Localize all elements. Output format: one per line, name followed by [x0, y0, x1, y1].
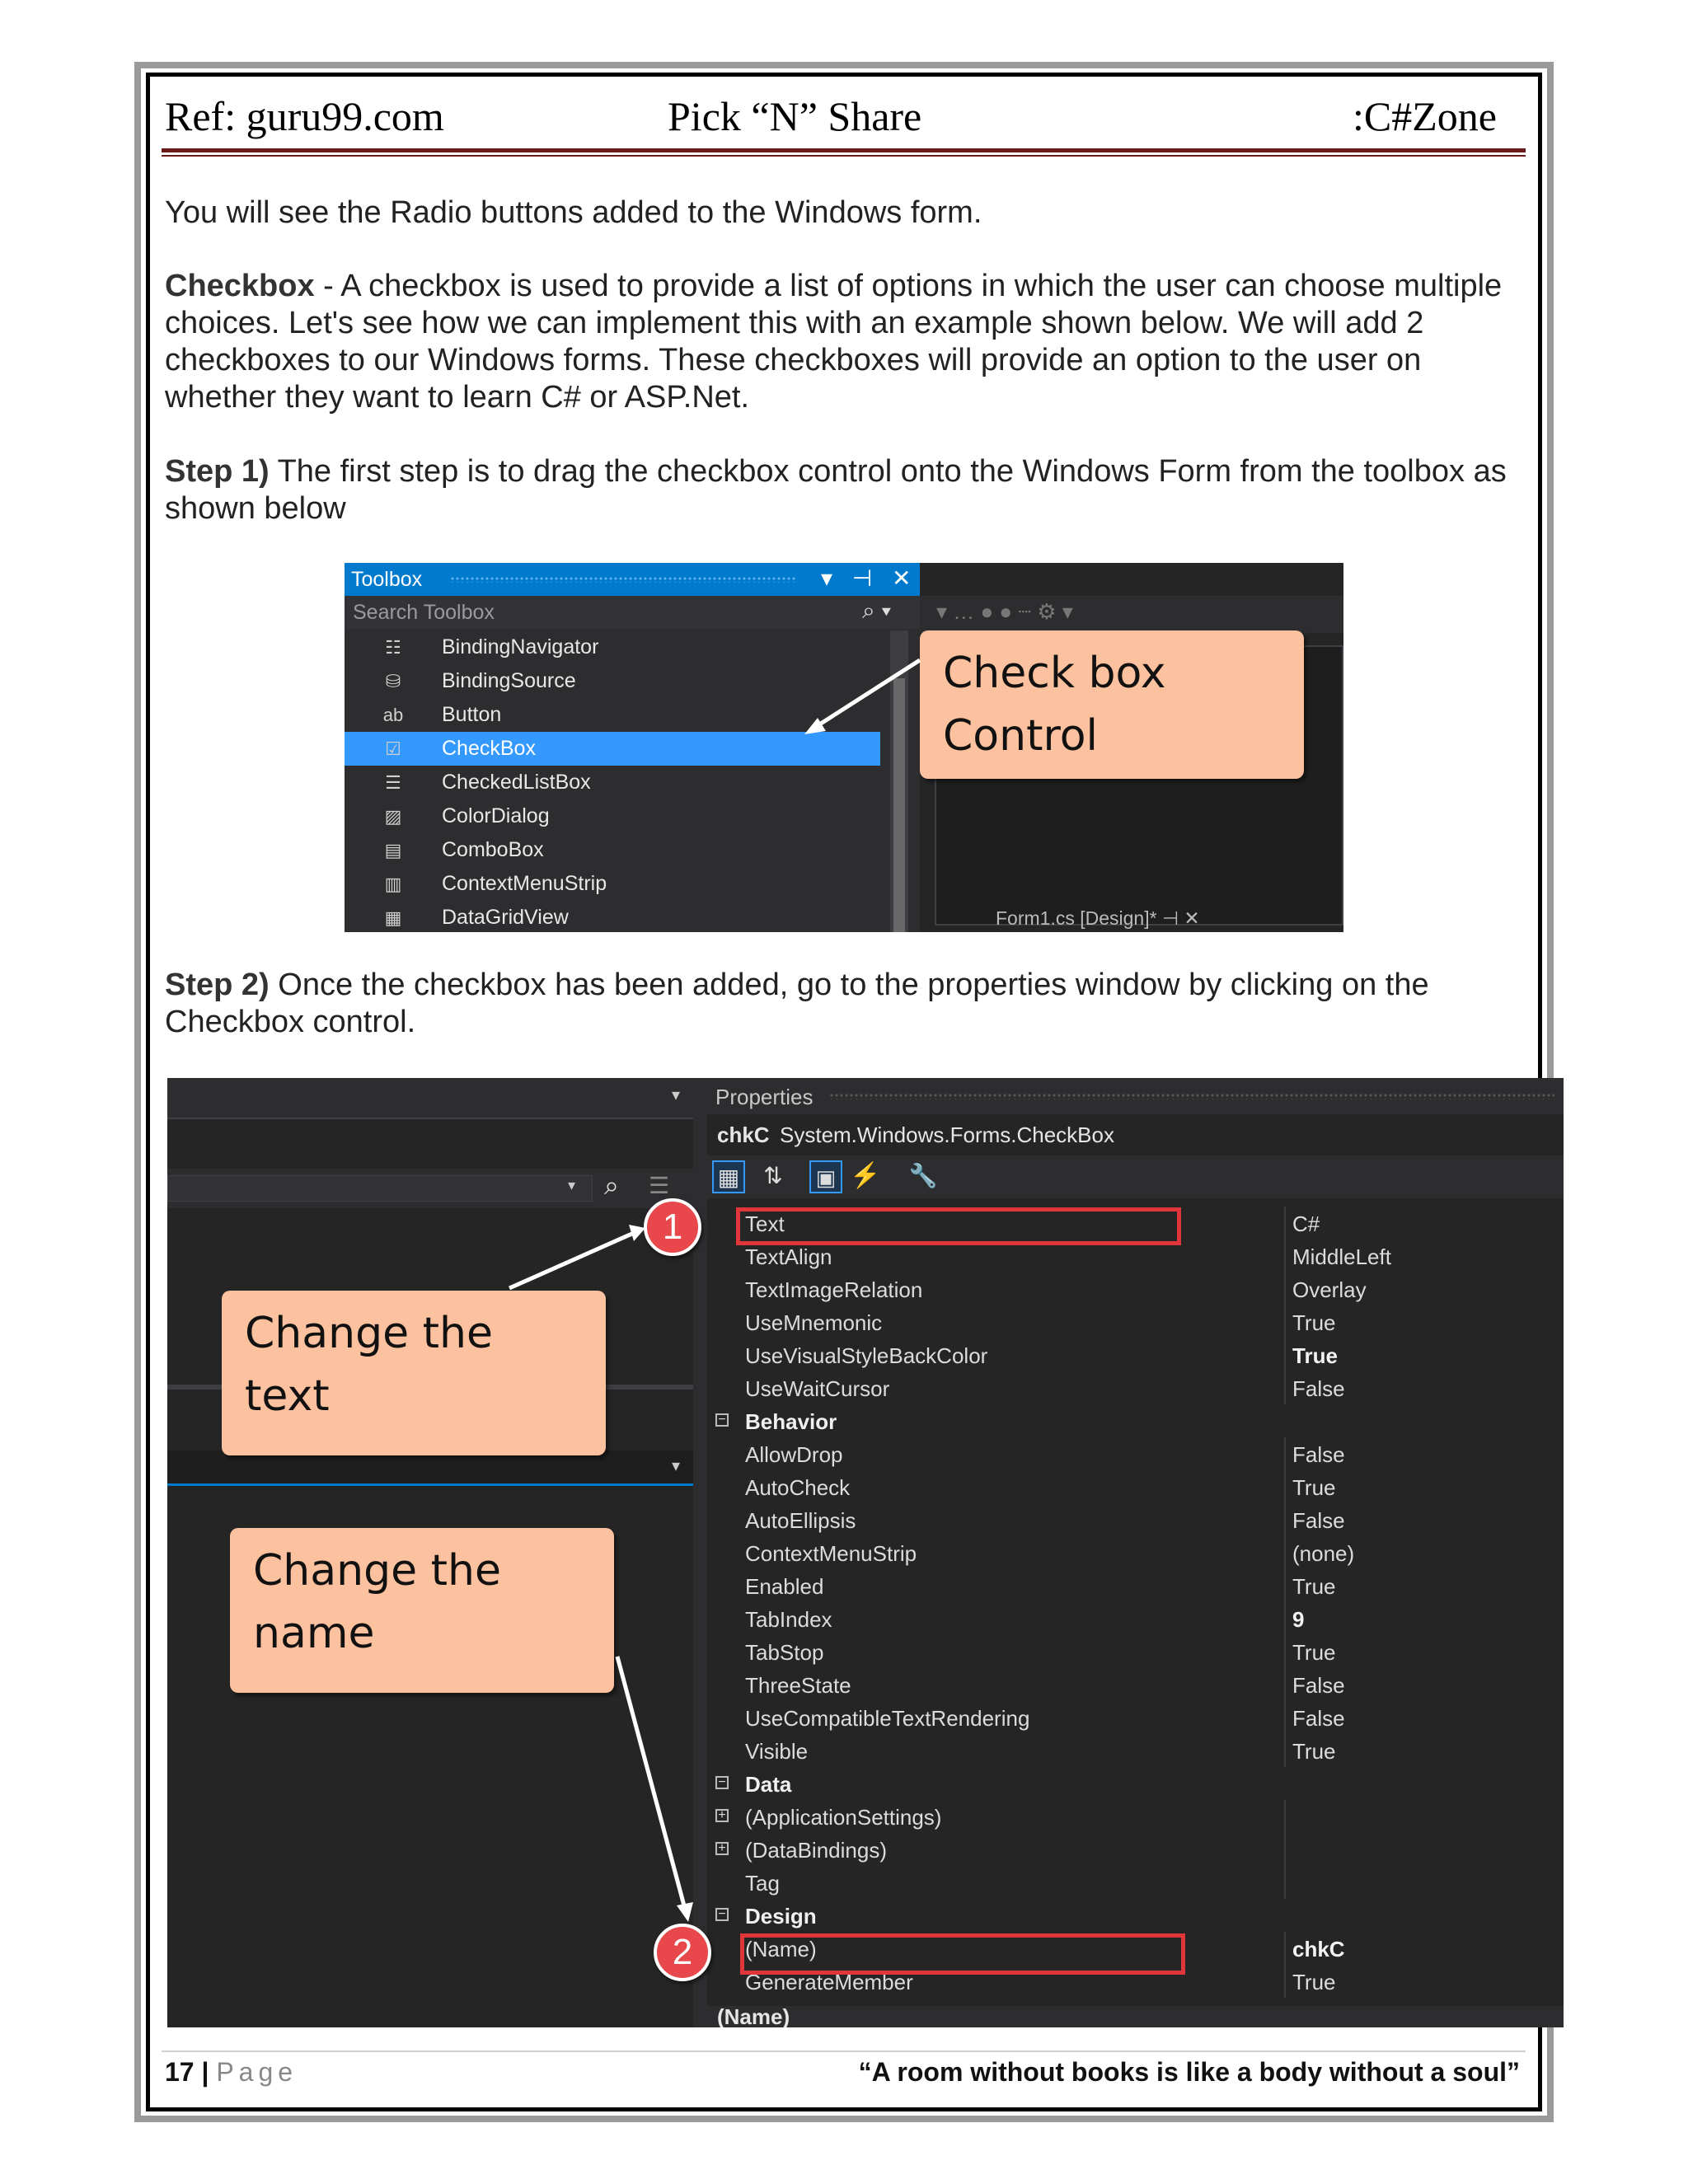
- property-name: TabIndex: [745, 1607, 832, 1632]
- property-value[interactable]: True: [1292, 1739, 1336, 1764]
- toolbox-item-label: Button: [442, 703, 502, 726]
- property-value[interactable]: False: [1292, 1442, 1345, 1467]
- property-name: TextAlign: [745, 1244, 832, 1269]
- step1-paragraph: [165, 453, 1517, 527]
- property-name: TabStop: [745, 1640, 824, 1665]
- callout-arrow-1: [345, 563, 1343, 932]
- properties-icon[interactable]: ▣: [809, 1160, 842, 1193]
- toolbox-item-label: CheckedListBox: [442, 771, 591, 794]
- toolbox-item-label: ColorDialog: [442, 804, 550, 827]
- header-rule: [162, 148, 1526, 152]
- collapse-icon[interactable]: −: [715, 1908, 729, 1921]
- toolbox-item-icon: ▥: [384, 874, 402, 894]
- property-value[interactable]: False: [1292, 1673, 1345, 1698]
- toolbox-item-label: ContextMenuStrip: [442, 872, 607, 895]
- toolbox-item-icon: ▤: [384, 840, 402, 860]
- toolbox-screenshot: [345, 563, 1343, 932]
- footer-quote: “A room without books is like a body without a soul”: [858, 2057, 1520, 2087]
- property-value[interactable]: Overlay: [1292, 1277, 1367, 1302]
- description-title: (Name): [717, 2004, 790, 2027]
- toolbox-item-label: DataGridView: [442, 906, 569, 929]
- property-value[interactable]: False: [1292, 1508, 1345, 1533]
- property-value[interactable]: chkC: [1292, 1937, 1345, 1961]
- step2-description: Once the checkbox has been added, go to the properties window by clicking on the Checkbox control.: [165, 968, 1429, 1039]
- page-separator: |: [201, 2057, 209, 2087]
- events-icon[interactable]: ⚡: [850, 1162, 881, 1189]
- search-placeholder[interactable]: Search Toolbox: [353, 601, 495, 624]
- property-value[interactable]: MiddleLeft: [1292, 1244, 1391, 1269]
- search-icon[interactable]: ⌕ ▾: [862, 598, 892, 623]
- property-name: (Name): [745, 1937, 817, 1961]
- step2-term: Step 2): [165, 968, 270, 1002]
- checkbox-term: Checkbox: [165, 269, 315, 303]
- toolbox-window-controls[interactable]: ▾ ⊣ ✕: [821, 565, 918, 591]
- intro-paragraph: You will see the Radio buttons added to the Windows form.: [165, 195, 982, 230]
- properties-title: Properties: [715, 1085, 814, 1109]
- step-badge-1: 1: [644, 1198, 701, 1256]
- dropdown-arrow-icon-2[interactable]: ▾: [672, 1457, 681, 1475]
- step1-term: Step 1): [165, 454, 270, 489]
- design-tab[interactable]: Form1.cs [Design]* ⊣ ✕: [996, 907, 1200, 929]
- toolbox-item-label: CheckBox: [442, 737, 536, 760]
- property-name: Visible: [745, 1739, 809, 1764]
- toolbox-item-icon: ▨: [384, 806, 402, 827]
- property-name: ContextMenuStrip: [745, 1541, 917, 1566]
- callout-change-name: Change the name: [230, 1528, 614, 1693]
- toolbox-item-icon: ⛁: [385, 671, 401, 691]
- property-name: Design: [745, 1904, 817, 1929]
- property-value[interactable]: False: [1292, 1706, 1345, 1731]
- toolbox-item-icon: ☷: [385, 637, 401, 658]
- toolbox-item-icon: ☰: [385, 772, 401, 793]
- object-type[interactable]: System.Windows.Forms.CheckBox: [780, 1122, 1114, 1147]
- property-value[interactable]: True: [1292, 1574, 1336, 1599]
- property-name: Behavior: [745, 1409, 837, 1434]
- object-name[interactable]: chkC: [717, 1122, 770, 1147]
- property-pages-icon[interactable]: 🔧: [908, 1163, 938, 1188]
- property-value[interactable]: True: [1292, 1343, 1338, 1368]
- header-zone: :C#Zone: [1353, 93, 1497, 139]
- property-name: (DataBindings): [745, 1838, 887, 1863]
- step-badge-2: 2: [654, 1924, 711, 1981]
- toolbox-item-label: ComboBox: [442, 838, 544, 861]
- property-name: TextImageRelation: [745, 1277, 923, 1302]
- toolbox-item-icon: ab: [382, 705, 404, 725]
- header-ref: Ref: guru99.com: [165, 93, 444, 139]
- property-name: GenerateMember: [745, 1970, 913, 1994]
- property-name: Tag: [745, 1871, 780, 1896]
- property-value[interactable]: True: [1292, 1970, 1336, 1994]
- search-icon[interactable]: ⌕: [604, 1170, 619, 1200]
- property-name: Enabled: [745, 1574, 824, 1599]
- collapse-icon[interactable]: −: [715, 1776, 729, 1789]
- checkbox-paragraph: [165, 268, 1517, 416]
- header-title: Pick “N” Share: [668, 93, 922, 139]
- page-word: Page: [216, 2057, 298, 2087]
- checkbox-description: - A checkbox is used to provide a list of options in which the user can choose multiple choices. Let's see how we can implement this with an example shown below. We will add 2 checkboxes to our Windows forms. These checkboxes will provide an option to the user on whether they want to learn C# or ASP.Net.: [165, 269, 1503, 415]
- property-name: UseMnemonic: [745, 1310, 883, 1335]
- property-name: Data: [745, 1772, 792, 1797]
- footer-rule: [162, 2050, 1526, 2052]
- property-name: UseWaitCursor: [745, 1376, 890, 1401]
- designer-toolbar-icons[interactable]: ▾ … ● ● ┈ ⚙ ▾: [936, 599, 1073, 624]
- dropdown-arrow-icon[interactable]: ▾: [672, 1086, 681, 1104]
- step2-paragraph: [165, 967, 1517, 1041]
- toolbox-item-icon: ▦: [384, 907, 402, 928]
- property-name: AllowDrop: [745, 1442, 843, 1467]
- property-value[interactable]: True: [1292, 1640, 1336, 1665]
- properties-screenshot: [167, 1078, 1564, 2027]
- page-number-value: 17: [165, 2057, 195, 2087]
- collapse-icon[interactable]: −: [715, 1413, 729, 1427]
- step1-description: The first step is to drag the checkbox control onto the Windows Form from the toolbox as shown below: [165, 454, 1507, 526]
- property-name: (ApplicationSettings): [745, 1805, 942, 1830]
- property-name: AutoEllipsis: [745, 1508, 856, 1533]
- property-name: ThreeState: [745, 1673, 851, 1698]
- alphabetical-icon[interactable]: ⇅: [763, 1163, 783, 1188]
- categorized-icon[interactable]: ▦: [712, 1160, 745, 1193]
- property-name: UseVisualStyleBackColor: [745, 1343, 988, 1368]
- callout-arrows: [167, 1078, 1564, 2027]
- callout-change-text: Change the text: [222, 1291, 606, 1455]
- toolbox-item-icon: ☑: [385, 738, 401, 759]
- page-number: [165, 2057, 298, 2088]
- toolbox-item-label: BindingSource: [442, 669, 576, 692]
- property-value[interactable]: C#: [1292, 1212, 1320, 1236]
- chevron-down-icon[interactable]: ▾: [568, 1177, 576, 1193]
- property-value[interactable]: True: [1292, 1310, 1336, 1335]
- property-name: AutoCheck: [745, 1475, 851, 1500]
- toolbox-item-label: BindingNavigator: [442, 635, 599, 658]
- expand-icon[interactable]: +: [715, 1809, 729, 1822]
- property-value[interactable]: True: [1292, 1475, 1336, 1500]
- property-value[interactable]: False: [1292, 1376, 1345, 1401]
- expand-icon[interactable]: +: [715, 1842, 729, 1855]
- toolbox-title: Toolbox: [351, 568, 423, 591]
- property-value[interactable]: (none): [1292, 1541, 1355, 1566]
- property-name: UseCompatibleTextRendering: [745, 1706, 1030, 1731]
- property-value[interactable]: 9: [1292, 1607, 1305, 1632]
- filter-icon[interactable]: ☰: [649, 1173, 670, 1198]
- property-name: Text: [745, 1212, 785, 1236]
- callout-check-box-control: Check box Control: [920, 630, 1304, 779]
- header-rule-thin: [162, 155, 1526, 157]
